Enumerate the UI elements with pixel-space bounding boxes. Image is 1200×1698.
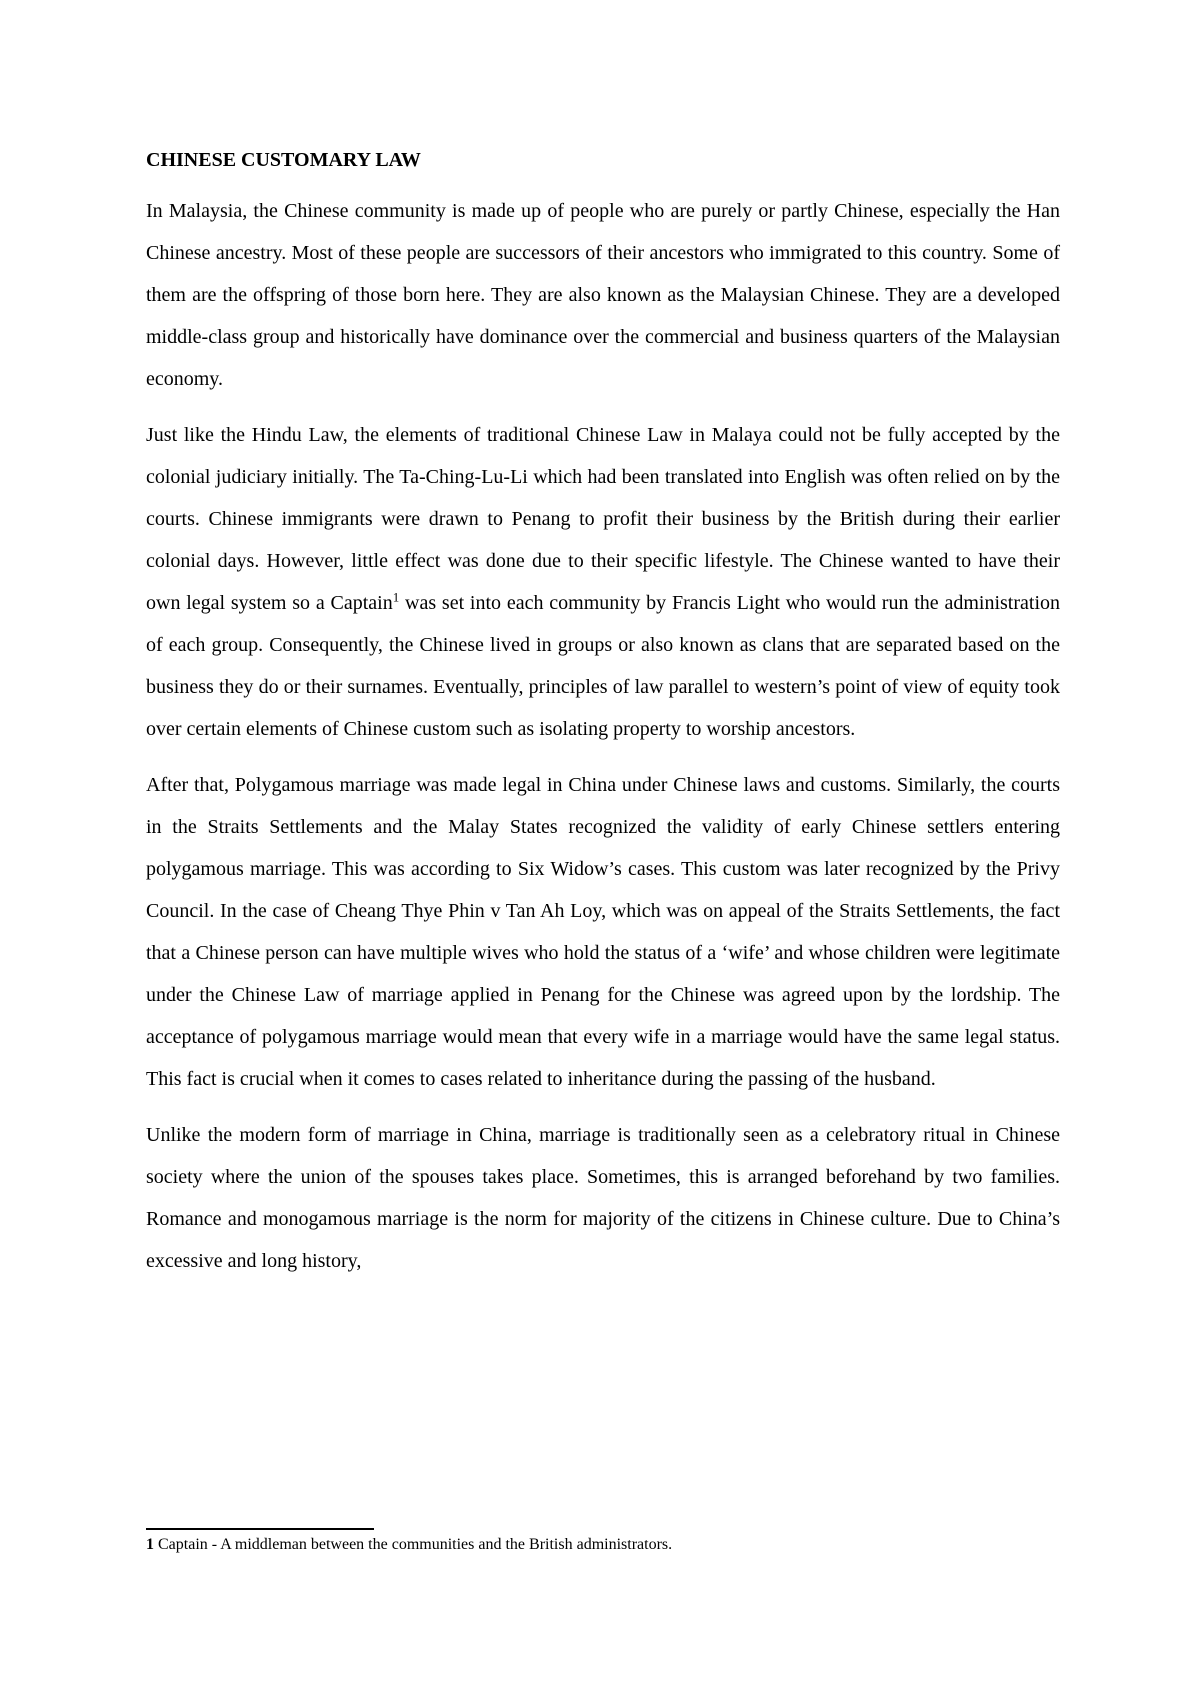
footnote [146, 1534, 1060, 1556]
paragraph-4: Unlike the modern form of marriage in China, marriage is traditionally seen as a celebratory ritual in Chinese society where the union of the spouses takes place. Sometimes, this is arranged beforehand by two families. Romance and monogamous marriage is the norm for majority of the citizens in Chinese culture. Due to China’s excessive and long history, [146, 1124, 1060, 1272]
document-title: CHINESE CUSTOMARY LAW [146, 149, 421, 171]
document-body [146, 146, 1060, 1296]
footnote-divider [146, 1528, 374, 1530]
paragraph-1: In Malaysia, the Chinese community is made up of people who are purely or partly Chinese, especially the Han Chinese ancestry. Most of these people are successors of their ancestors who immigrated to this country. Some of them are the offspring of those born here. They are also known as the Malaysian Chinese. They are a developed middle-class group and historically have dominance over the commercial and business quarters of the Malaysian economy. [146, 200, 1060, 390]
footnote-reference: 1 [392, 589, 400, 605]
footnote-text: Captain - A middleman between the communities and the British administrators. [158, 1536, 673, 1553]
paragraph-2 [146, 414, 1060, 750]
footnote-number: 1 [146, 1536, 154, 1553]
paragraph-2-text-after: was set into each community by Francis Light who would run the administration of each group. Consequently, the Chinese lived in groups or also known as clans that are separated based on the business they do or their surnames. Eventually, principles of law parallel to western’s point of view of equity took over certain elements of Chinese custom such as isolating property to worship ancestors. [146, 592, 1061, 740]
paragraph-2-text-before: Just like the Hindu Law, the elements of traditional Chinese Law in Malaya could not be fully accepted by the colonial judiciary initially. The Ta-Ching-Lu-Li which had been translated into English was often relied on by the courts. Chinese immigrants were drawn to Penang to profit their business by the British during their earlier colonial days. However, little effect was done due to their specific lifestyle. The Chinese wanted to have their own legal system so a Captain [146, 424, 1060, 614]
paragraph-3: After that, Polygamous marriage was made legal in China under Chinese laws and customs. Similarly, the courts in the Straits Settlements and the Malay States recognized the validity of early Chinese settlers entering polygamous marriage. This was according to Six Widow’s cases. This custom was later recognized by the Privy Council. In the case of Cheang Thye Phin v Tan Ah Loy, which was on appeal of the Straits Settlements, the fact that a Chinese person can have multiple wives who hold the status of a ‘wife’ and whose children were legitimate under the Chinese Law of marriage applied in Penang for the Chinese was agreed upon by the lordship. The acceptance of polygamous marriage would mean that every wife in a marriage would have the same legal status. This fact is crucial when it comes to cases related to inheritance during the passing of the husband. [146, 774, 1060, 1090]
